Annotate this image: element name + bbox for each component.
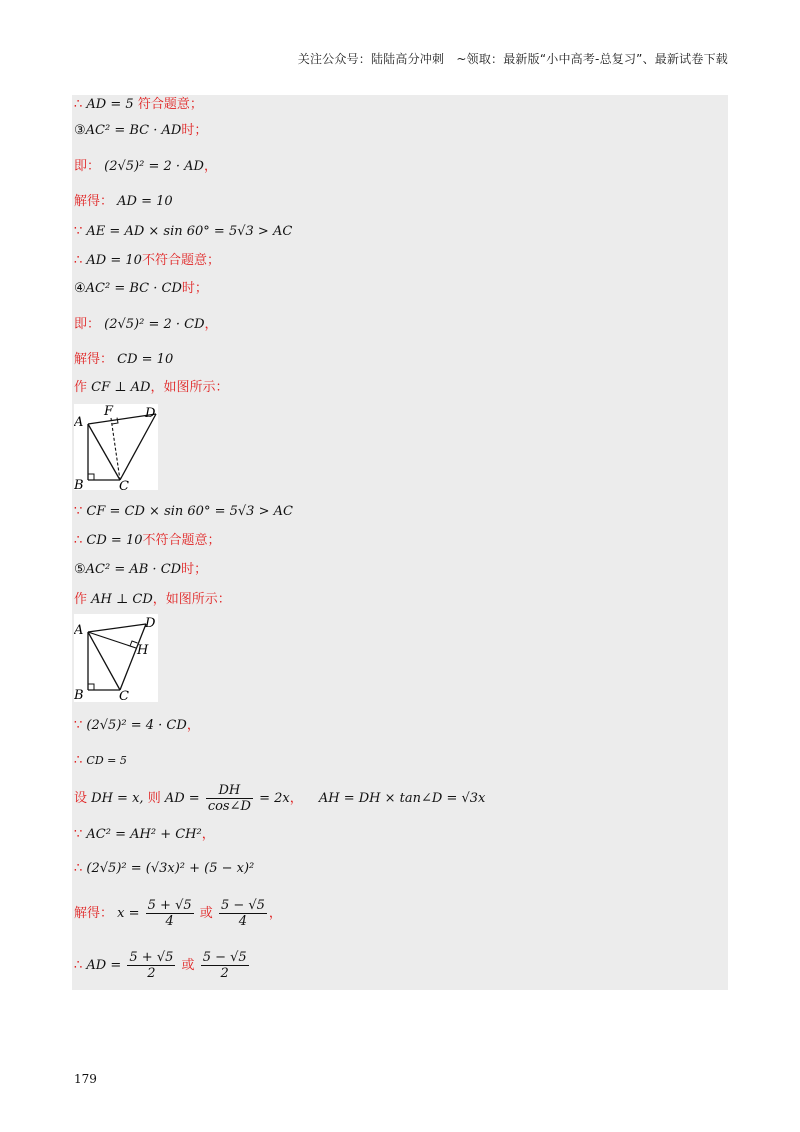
figure-quadrilateral-ah bbox=[74, 614, 158, 702]
line-set-x: 设 DH = x, 则 AD = $\frac{DH}{\cos\angle D}$ = 2x， AH = DH × tan∠D = √3x bbox=[74, 783, 486, 814]
label-F: F bbox=[104, 404, 114, 419]
figure-quadrilateral-cf bbox=[74, 404, 158, 490]
line-ae: ∵ AE = AD × sin 60° = 5√3 > AC bbox=[74, 224, 293, 239]
line-ad-10: ∴ AD = 10不符合题意； bbox=[74, 253, 220, 268]
label-H: H bbox=[137, 643, 149, 658]
line-case-5: ⑤AC² = AB · CD时； bbox=[74, 562, 208, 577]
line-construct-cf: 作 CF ⊥ AD，如图所示： bbox=[74, 380, 229, 395]
line-eq-1: 即： (2√5)² = 2 · AD， bbox=[74, 159, 217, 174]
line-eq-3: ∵ (2√5)² = 4 · CD， bbox=[74, 718, 200, 733]
line-solve-x: 解得： x = $\frac{5 + √5}{4}$ 或 $\frac{5 - √5}{4}$ ， bbox=[74, 898, 282, 929]
page-header: 关注公众号：陆陆高分冲刺 ~领取：最新版“小中高考-总复习”、最新试卷下载 bbox=[297, 52, 728, 66]
label-B: B bbox=[74, 688, 84, 702]
line-cd-5: ∴ CD = 5 bbox=[74, 753, 127, 768]
line-solve-2: 解得： CD = 10 bbox=[74, 352, 174, 367]
line-case-4: ④AC² = BC · CD时； bbox=[74, 281, 208, 296]
label-C: C bbox=[119, 479, 129, 490]
line-cf: ∵ CF = CD × sin 60° = 5√3 > AC bbox=[74, 504, 293, 519]
line-final-ad: ∴ AD = $\frac{5 + √5}{2}$ 或 $\frac{5 - √5}{2}$ bbox=[74, 950, 247, 981]
label-A: A bbox=[74, 623, 84, 638]
line-construct-ah: 作 AH ⊥ CD，如图所示： bbox=[74, 592, 231, 607]
page-number: 179 bbox=[74, 1072, 97, 1086]
line-equation: ∴ (2√5)² = (√3x)² + (5 − x)² bbox=[74, 861, 255, 876]
line-eq-2: 即： (2√5)² = 2 · CD， bbox=[74, 317, 218, 332]
label-C: C bbox=[119, 689, 129, 702]
line-pythagoras: ∵ AC² = AH² + CH²， bbox=[74, 827, 215, 842]
line-case-3: ③AC² = BC · AD时； bbox=[74, 123, 208, 138]
label-D: D bbox=[145, 406, 156, 421]
line-cd-10: ∴ CD = 10不符合题意； bbox=[74, 533, 221, 548]
label-D: D bbox=[145, 616, 156, 631]
line-solve-1: 解得： AD = 10 bbox=[74, 194, 173, 209]
line-ad-5: ∴ AD = 5 符合题意； bbox=[74, 97, 203, 112]
label-A: A bbox=[74, 415, 84, 430]
label-B: B bbox=[74, 478, 84, 490]
